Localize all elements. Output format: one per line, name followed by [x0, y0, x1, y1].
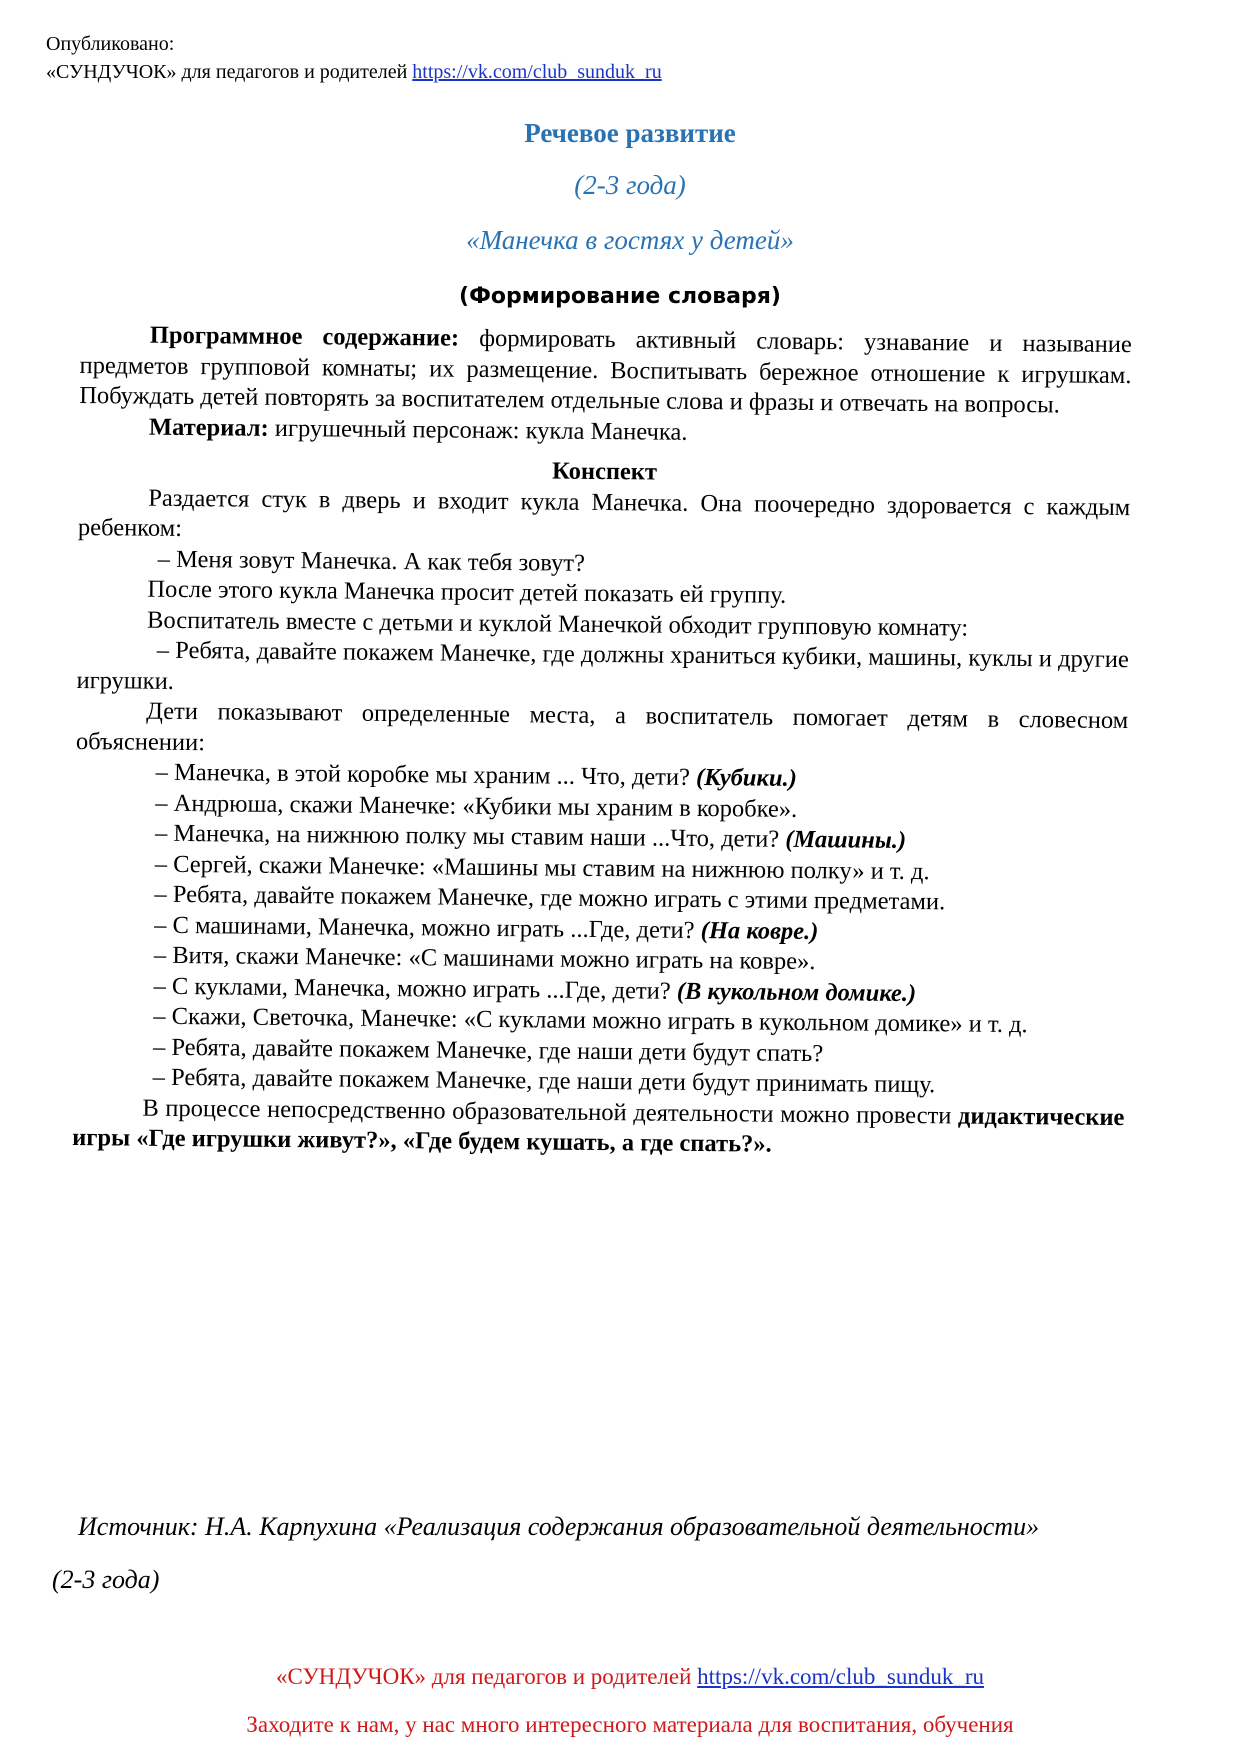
paragraph: Дети показывают определенные места, а воспитатель помогает детям в словесном объяснении:	[75, 697, 1129, 756]
question-text: – Манечка, в этой коробке мы храним ... Что, дети?	[155, 758, 691, 791]
dialog-line: – Ребята, давайте покажем Манечке, где наши дети будут спать?	[152, 1033, 824, 1067]
paragraph: Раздается стук в дверь и входит кукла Манечка. Она поочередно здоровается с каждым ребенком:	[77, 484, 1131, 542]
header-vk-link[interactable]: https://vk.com/club_sunduk_ru	[412, 61, 662, 83]
dialog-line: – Андрюша, скажи Манечке: «Кубики мы храним в коробке».	[155, 789, 798, 823]
question-text: – С куклами, Манечка, можно играть ...Где, дети?	[153, 972, 671, 1005]
source-citation: Источник: Н.А. Карпухина «Реализация содержания образовательной деятельности»	[78, 1512, 1040, 1541]
footer-invite: Заходите к нам, у нас много интересного материала для воспитания, обучения	[246, 1712, 1014, 1737]
dialog-line: – Ребята, давайте покажем Манечке, где можно играть с этими предметами.	[154, 880, 946, 916]
page-header	[46, 30, 662, 86]
program-paragraph	[79, 320, 1132, 422]
program-text: формировать активный словарь: узнавание и называние предметов групповой комнаты; их размещение. Воспитывать бережное отношение к игрушкам. Побуждать детей повторять за воспитателем отдельные слова и фразы и отвечать на вопросы.	[79, 324, 1132, 419]
published-label: Опубликовано:	[46, 33, 175, 55]
dialog-line: – Сергей, скажи Манечке: «Машины мы ставим на нижнюю полку» и т. д.	[154, 850, 930, 885]
konspekt-heading: Конспект	[551, 457, 658, 486]
footer-org-text: «СУНДУЧОК» для педагогов и родителей	[275, 1664, 692, 1689]
final-text: В процессе непосредственно образовательной деятельности можно провести	[142, 1094, 952, 1129]
answer-text: (На ковре.)	[700, 916, 819, 945]
footer-org-line	[0, 1664, 1240, 1690]
source-age: (2-3 года)	[52, 1565, 160, 1594]
lesson-subtitle: (Формирование словаря)	[459, 284, 781, 309]
paragraph: После этого кукла Манечка просит детей показать ей группу.	[147, 575, 787, 609]
question-text: – С машинами, Манечка, можно играть ...Где, дети?	[154, 911, 695, 944]
paragraph: Воспитатель вместе с детьми и куклой Манечкой обходит групповую комнату:	[146, 606, 969, 642]
scanned-text-block	[72, 320, 1132, 1164]
answer-text: (Кубики.)	[695, 763, 797, 792]
dialog-line: – Меня зовут Манечка. А как тебя зовут?	[157, 545, 586, 577]
answer-text: (Машины.)	[785, 825, 907, 854]
answer-text: (В кукольном домике.)	[676, 977, 917, 1007]
footer-vk-link[interactable]: https://vk.com/club_sunduk_ru	[697, 1664, 985, 1689]
question-text: – Манечка, на нижнюю полку мы ставим наши ...Что, дети?	[154, 819, 780, 853]
lesson-title: «Манечка в гостях у детей»	[466, 225, 794, 255]
final-paragraph	[72, 1092, 1125, 1163]
program-label: Программное содержание:	[149, 321, 460, 352]
dialog-line: – Ребята, давайте покажем Манечке, где должны храниться кубики, машины, куклы и другие игрушки.	[76, 636, 1129, 695]
dialog-line: – Ребята, давайте покажем Манечке, где наши дети будут принимать пищу.	[152, 1063, 936, 1099]
header-org-text: «СУНДУЧОК» для педагогов и родителей	[46, 61, 408, 83]
age-range: (2-3 года)	[574, 170, 686, 200]
material-label: Материал:	[148, 413, 269, 442]
header-org-line	[46, 58, 662, 86]
dialog-line: – Витя, скажи Манечке: «С машинами можно играть на ковре».	[153, 941, 816, 976]
section-title: Речевое развитие	[524, 118, 736, 148]
material-text: игрушечный персонаж: кукла Манечка.	[274, 414, 688, 446]
final-games: дидактические игры «Где игрушки живут?», «Где будем кушать, а где спать?».	[72, 1101, 1125, 1158]
dialog-line: – Скажи, Светочка, Манечке: «С куклами можно играть в кукольном домике» и т. д.	[153, 1002, 1028, 1039]
